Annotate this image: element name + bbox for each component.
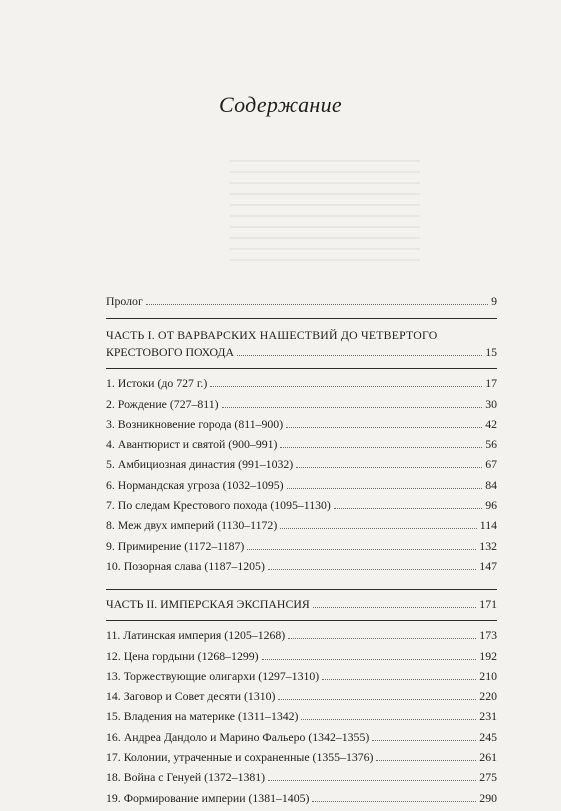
toc-entry-page: 173 (479, 628, 497, 643)
dot-leader (146, 304, 488, 305)
toc-entry-label: 16. Андреа Дандоло и Марино Фальеро (1342–1355) (106, 729, 370, 744)
toc-entry-label: 7. По следам Крестового похода (1095–1130) (106, 498, 331, 513)
toc-entry[interactable] (106, 397, 497, 417)
toc-entry-label: 17. Колонии, утраченные и сохраненные (1355–1376) (106, 750, 374, 765)
toc-entry-page: 84 (485, 477, 497, 492)
toc-entry-label: 2. Рождение (727–811) (106, 396, 219, 411)
part-heading-line: ЧАСТЬ I. ОТ ВАРВАРСКИХ НАШЕСТВИЙ ДО ЧЕТВЕРТОГО (106, 328, 438, 343)
dot-leader (334, 508, 482, 509)
toc-entry-page: 17 (485, 376, 497, 391)
divider (106, 368, 497, 376)
dot-leader (210, 386, 482, 387)
page-title: Содержание (218, 92, 342, 117)
toc-entry-page: 210 (479, 668, 497, 683)
toc-entry-page: 67 (485, 457, 497, 472)
toc-entry[interactable] (106, 669, 497, 689)
toc-entry-label: 14. Заговор и Совет десяти (1310) (106, 689, 276, 704)
chapter-list-part1 (106, 376, 497, 579)
dot-leader (313, 607, 477, 608)
dot-leader (288, 638, 476, 639)
toc-entry-label: 19. Формирование империи (1381–1405) (106, 790, 310, 805)
toc-entry-page: 290 (479, 790, 497, 805)
toc-entry[interactable] (106, 730, 497, 750)
toc-entry-label: 4. Авантюрист и святой (900–991) (106, 437, 278, 452)
toc-entry-label: 12. Цена гордыни (1268–1299) (106, 648, 259, 663)
toc-entry-page: 245 (479, 729, 497, 744)
toc-entry-label: 18. Война с Генуей (1372–1381) (106, 770, 266, 785)
part-heading-line: ЧАСТЬ II. ИМПЕРСКАЯ ЭКСПАНСИЯ (106, 597, 310, 612)
toc-entry-label: 11. Латинская империя (1205–1268) (106, 628, 286, 643)
toc-entry-page: 147 (479, 558, 497, 573)
toc-entry-page: 9 (491, 294, 497, 308)
toc-entry-page: 220 (479, 689, 497, 704)
toc-entry-page: 231 (479, 709, 497, 724)
dot-leader (322, 679, 476, 680)
divider (106, 318, 497, 326)
table-of-contents (106, 294, 497, 811)
toc-entry[interactable] (106, 709, 497, 729)
toc-entry[interactable] (106, 559, 497, 579)
part-heading-2[interactable] (106, 597, 497, 616)
chapter-list-part2 (106, 628, 497, 811)
dot-leader (301, 719, 476, 720)
divider (106, 589, 497, 597)
toc-entry-page: 192 (479, 648, 497, 663)
dot-leader (237, 355, 482, 356)
toc-entry-page: 261 (479, 750, 497, 765)
toc-entry-prologue[interactable] (106, 294, 497, 314)
toc-entry[interactable] (106, 791, 497, 811)
part-heading-line: КРЕСТОВОГО ПОХОДА (106, 345, 234, 360)
toc-entry-label: 15. Владения на материке (1311–1342) (106, 709, 299, 724)
divider (106, 620, 497, 628)
dot-leader (372, 740, 476, 741)
dot-leader (287, 488, 483, 489)
dot-leader (376, 760, 476, 761)
toc-entry[interactable] (106, 518, 497, 538)
toc-entry[interactable] (106, 457, 497, 477)
toc-entry-page: 56 (485, 437, 497, 452)
toc-entry-page: 42 (485, 416, 497, 431)
dot-leader (312, 801, 476, 802)
dot-leader (278, 699, 476, 700)
toc-entry-page: 114 (479, 518, 497, 533)
dot-leader (268, 569, 476, 570)
toc-entry[interactable] (106, 376, 497, 396)
dot-leader (286, 427, 482, 428)
dot-leader (268, 780, 476, 781)
toc-entry-label: 8. Меж двух империй (1130–1172) (106, 518, 278, 533)
toc-entry[interactable] (106, 498, 497, 518)
toc-entry-label: 9. Примирение (1172–1187) (106, 538, 245, 553)
toc-entry[interactable] (106, 689, 497, 709)
toc-entry-page: 30 (485, 396, 497, 411)
toc-entry[interactable] (106, 750, 497, 770)
part-heading-1[interactable] (106, 326, 497, 364)
bleed-through-text (230, 160, 420, 270)
toc-entry[interactable] (106, 628, 497, 648)
toc-entry-label: 1. Истоки (до 727 г.) (106, 376, 208, 391)
toc-entry-label: 6. Нормандская угроза (1032–1095) (106, 477, 284, 492)
toc-entry[interactable] (106, 539, 497, 559)
toc-entry[interactable] (106, 478, 497, 498)
toc-entry-label: 10. Позорная слава (1187–1205) (106, 558, 265, 573)
toc-entry[interactable] (106, 437, 497, 457)
part-page: 15 (485, 345, 497, 360)
toc-entry[interactable] (106, 417, 497, 437)
part-page: 171 (479, 597, 497, 612)
toc-entry-label: 13. Торжествующие олигархи (1297–1310) (106, 668, 320, 683)
toc-entry-label: 3. Возникновение города (811–900) (106, 416, 284, 431)
toc-entry-label: Пролог (106, 294, 143, 308)
dot-leader (280, 447, 482, 448)
dot-leader (262, 659, 477, 660)
dot-leader (222, 407, 483, 408)
dot-leader (280, 528, 476, 529)
toc-entry[interactable] (106, 649, 497, 669)
dot-leader (296, 467, 482, 468)
toc-entry-page: 132 (479, 538, 497, 553)
toc-entry[interactable] (106, 770, 497, 790)
toc-entry-page: 96 (485, 498, 497, 513)
dot-leader (247, 549, 476, 550)
toc-entry-page: 275 (479, 770, 497, 785)
toc-entry-label: 5. Амбициозная династия (991–1032) (106, 457, 294, 472)
